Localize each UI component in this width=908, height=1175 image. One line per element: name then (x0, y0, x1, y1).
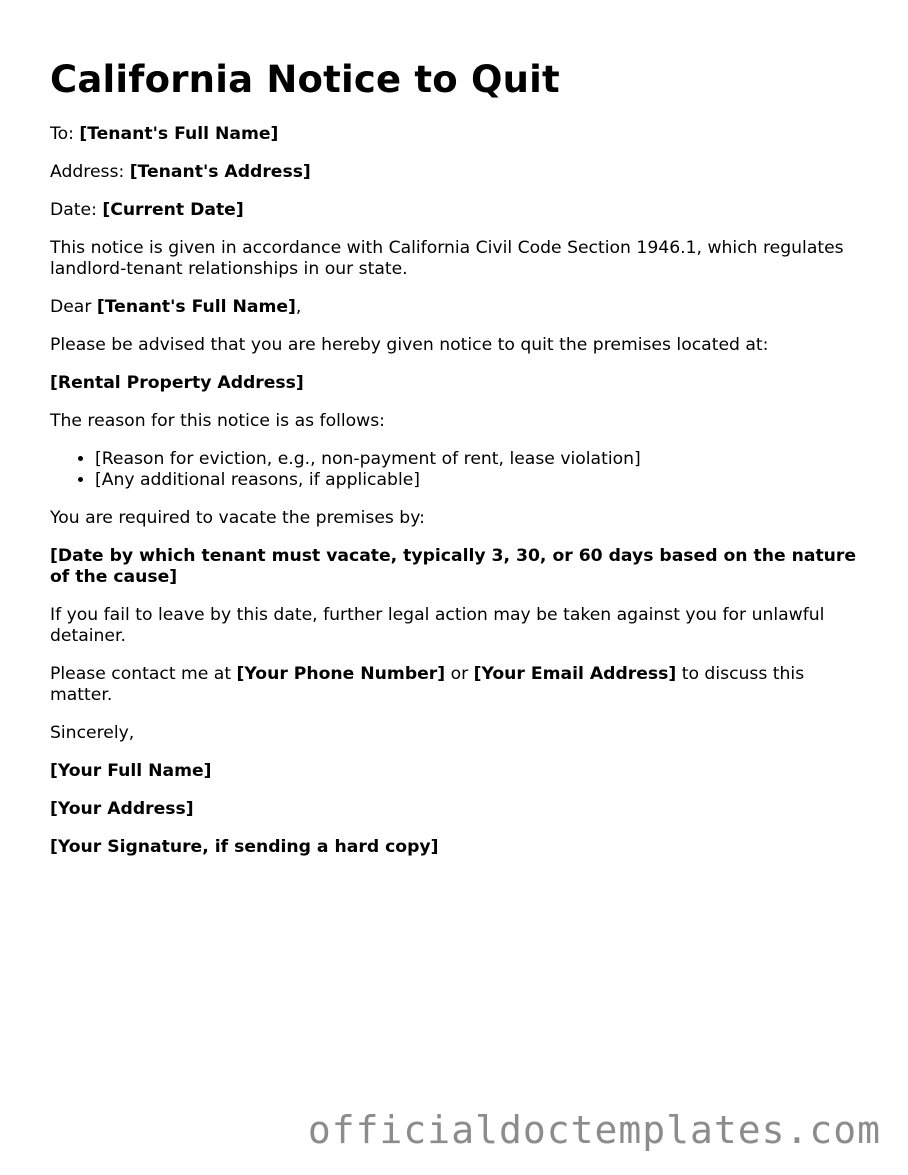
contact-suffix: to discuss this matter. (50, 664, 805, 706)
signature-line (50, 837, 860, 858)
salutation-prefix: Dear (50, 297, 97, 318)
vacate-intro: You are required to vacate the premises by: (50, 508, 425, 529)
contact-phone: [Your Phone Number] (236, 664, 446, 685)
reason-intro: The reason for this notice is as follows: (50, 411, 385, 432)
page-title: California Notice to Quit (50, 58, 560, 101)
address-label: Address: (50, 162, 130, 183)
property-address-value: [Rental Property Address] (50, 373, 304, 394)
contact-prefix: Please contact me at (50, 664, 237, 685)
property-address (50, 373, 860, 394)
sender-address (50, 799, 860, 820)
warning-paragraph: If you fail to leave by this date, further legal action may be taken against you for unlawful detainer. (50, 605, 825, 647)
recipient-line (50, 124, 860, 145)
salutation-suffix: , (295, 297, 302, 318)
signature-value: [Your Signature, if sending a hard copy] (50, 837, 439, 858)
address-line (50, 162, 860, 183)
sender-name-value: [Your Full Name] (50, 761, 212, 782)
list-item: • [Any additional reasons, if applicable] (95, 470, 860, 491)
contact-paragraph (50, 664, 860, 706)
tenant-address: [Tenant's Address] (129, 162, 311, 183)
date-label: Date: (50, 200, 103, 221)
sender-name (50, 761, 860, 782)
sender-address-value: [Your Address] (50, 799, 194, 820)
salutation (50, 297, 860, 318)
document-page (50, 58, 860, 875)
contact-email: [Your Email Address] (473, 664, 677, 685)
vacate-date-value: [Date by which tenant must vacate, typically 3, 30, or 60 days based on the nature of the cause] (50, 546, 857, 588)
salutation-name: [Tenant's Full Name] (96, 297, 296, 318)
recipient-name: [Tenant's Full Name] (79, 124, 279, 145)
intro-paragraph: This notice is given in accordance with California Civil Code Section 1946.1, which regulates landlord-tenant relationships in our state. (50, 238, 844, 280)
list-item: • [Reason for eviction, e.g., non-payment of rent, lease violation] (95, 449, 860, 470)
current-date: [Current Date] (102, 200, 244, 221)
reason-list (50, 449, 860, 491)
advised-paragraph: Please be advised that you are hereby given notice to quit the premises located at: (50, 335, 769, 356)
recipient-label: To: (50, 124, 80, 145)
date-line (50, 200, 860, 221)
vacate-date (50, 546, 860, 588)
contact-middle: or (445, 664, 474, 685)
watermark: officialdoctemplates.com (307, 1108, 881, 1152)
closing: Sincerely, (50, 723, 135, 744)
